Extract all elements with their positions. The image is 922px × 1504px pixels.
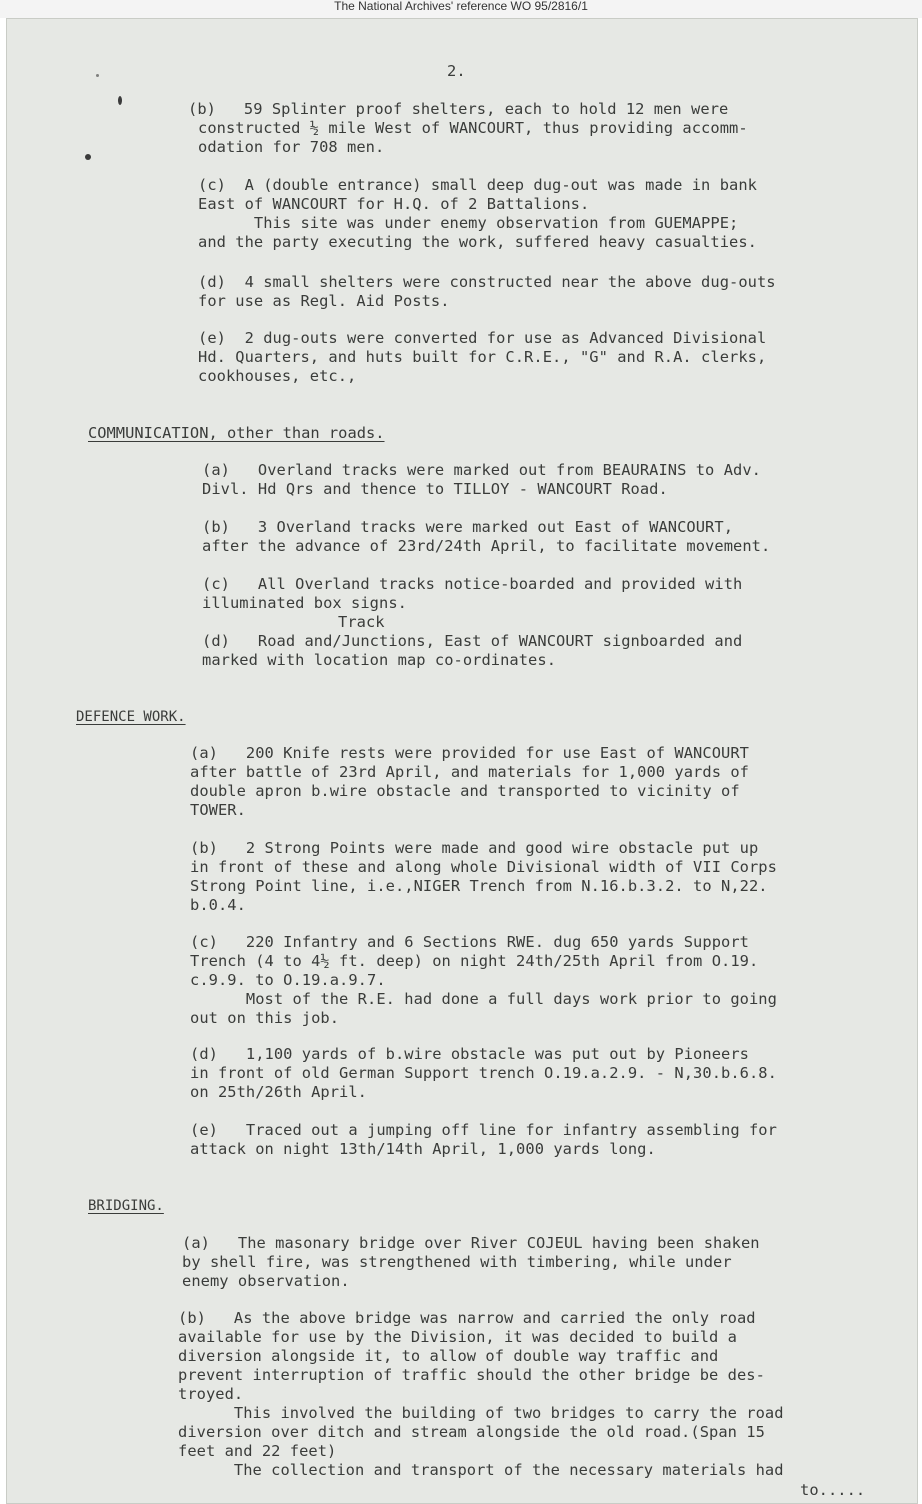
shelters-b-line-2: constructed ½ mile West of WANCOURT, thus providing accomm-: [198, 119, 748, 137]
defence-d-line-2: in front of old German Support trench O.19.a.2.9. - N,30.b.6.8.: [190, 1064, 777, 1082]
shelters-c-line-1: (c) A (double entrance) small deep dug-out was made in bank: [198, 176, 757, 194]
defence-a-line-1: (a) 200 Knife rests were provided for use East of WANCOURT: [190, 744, 749, 762]
bridging-b-line-7: diversion over ditch and stream alongside the old road.(Span 15: [178, 1423, 765, 1441]
shelters-b-line-3: odation for 708 men.: [198, 138, 385, 156]
defence-a-line-3: double apron b.wire obstacle and transported to vicinity of: [190, 782, 740, 800]
shelters-e-line-2: Hd. Quarters, and huts built for C.R.E., "G" and R.A. clerks,: [198, 348, 767, 366]
communication-a-line-2: Divl. Hd Qrs and thence to TILLOY - WANCOURT Road.: [202, 480, 668, 498]
continuation-mark: to.....: [800, 1481, 866, 1499]
defence-c-line-1: (c) 220 Infantry and 6 Sections RWE. dug 650 yards Support: [190, 933, 749, 951]
archive-reference: The National Archives' reference WO 95/2816/1: [334, 0, 588, 13]
bridging-a-line-2: by shell fire, was strengthened with timbering, while under: [182, 1253, 732, 1271]
communication-b-line-2: after the advance of 23rd/24th April, to facilitate movement.: [202, 537, 771, 555]
document-page: [6, 18, 918, 1504]
bridging-b-line-3: diversion alongside it, to allow of double way traffic and: [178, 1347, 719, 1365]
defence-c-line-3: c.9.9. to O.19.a.9.7.: [190, 971, 386, 989]
defence-a-line-2: after battle of 23rd April, and materials for 1,000 yards of: [190, 763, 749, 781]
communication-heading: COMMUNICATION, other than roads.: [88, 424, 385, 442]
bridging-a-line-3: enemy observation.: [182, 1272, 350, 1290]
bridging-b-line-9: The collection and transport of the necessary materials had: [178, 1461, 784, 1479]
communication-d-insert: Track: [338, 613, 385, 631]
defence-c-line-5: out on this job.: [190, 1009, 340, 1027]
bridging-heading: BRIDGING.: [88, 1198, 164, 1214]
page-number: 2.: [447, 62, 466, 80]
defence-heading: DEFENCE WORK.: [76, 709, 186, 725]
communication-b-line-1: (b) 3 Overland tracks were marked out East of WANCOURT,: [202, 518, 734, 536]
bridging-b-line-1: (b) As the above bridge was narrow and carried the only road: [178, 1309, 756, 1327]
shelters-c-line-4: and the party executing the work, suffered heavy casualties.: [198, 233, 757, 251]
defence-b-line-2: in front of these and along whole Divisional width of VII Corps: [190, 858, 777, 876]
ink-mark: [118, 96, 122, 105]
defence-b-line-3: Strong Point line, i.e.,NIGER Trench from N.16.b.3.2. to N,22.: [190, 877, 768, 895]
communication-a-line-1: (a) Overland tracks were marked out from BEAURAINS to Adv.: [202, 461, 761, 479]
shelters-e-line-3: cookhouses, etc.,: [198, 367, 357, 385]
communication-c-line-1: (c) All Overland tracks notice-boarded and provided with: [202, 575, 743, 593]
defence-c-line-4: Most of the R.E. had done a full days work prior to going: [190, 990, 777, 1008]
shelters-c-line-2: East of WANCOURT for H.Q. of 2 Battalions.: [198, 195, 590, 213]
bridging-b-line-5: troyed.: [178, 1385, 244, 1403]
shelters-e-line-1: (e) 2 dug-outs were converted for use as Advanced Divisional: [198, 329, 767, 347]
bridging-b-line-6: This involved the building of two bridges to carry the road: [178, 1404, 784, 1422]
defence-e-line-2: attack on night 13th/14th April, 1,000 yards long.: [190, 1140, 656, 1158]
defence-c-line-2: Trench (4 to 4½ ft. deep) on night 24th/25th April from O.19.: [190, 952, 759, 970]
bridging-b-line-2: available for use by the Division, it was decided to build a: [178, 1328, 737, 1346]
communication-d-line-1: (d) Road and/Junctions, East of WANCOURT signboarded and: [202, 632, 743, 650]
shelters-b-line-1: (b) 59 Splinter proof shelters, each to hold 12 men were: [188, 100, 729, 118]
defence-e-line-1: (e) Traced out a jumping off line for infantry assembling for: [190, 1121, 777, 1139]
defence-a-line-4: TOWER.: [190, 801, 246, 819]
bridging-a-line-1: (a) The masonary bridge over River COJEUL having been shaken: [182, 1234, 760, 1252]
archive-reference-bar: [0, 0, 922, 18]
shelters-d-line-2: for use as Regl. Aid Posts.: [198, 292, 450, 310]
ink-mark: [96, 74, 99, 77]
shelters-d-line-1: (d) 4 small shelters were constructed near the above dug-outs: [198, 273, 776, 291]
communication-d-line-2: marked with location map co-ordinates.: [202, 651, 557, 669]
bridging-b-line-8: feet and 22 feet): [178, 1442, 337, 1460]
bridging-b-line-4: prevent interruption of traffic should the other bridge be des-: [178, 1366, 765, 1384]
defence-b-line-1: (b) 2 Strong Points were made and good wire obstacle put up: [190, 839, 759, 857]
communication-c-line-2: illuminated box signs.: [202, 594, 407, 612]
shelters-c-line-3: This site was under enemy observation from GUEMAPPE;: [198, 214, 739, 232]
defence-d-line-1: (d) 1,100 yards of b.wire obstacle was put out by Pioneers: [190, 1045, 749, 1063]
defence-b-line-4: b.0.4.: [190, 896, 246, 914]
ink-mark: [85, 154, 91, 160]
defence-d-line-3: on 25th/26th April.: [190, 1083, 368, 1101]
